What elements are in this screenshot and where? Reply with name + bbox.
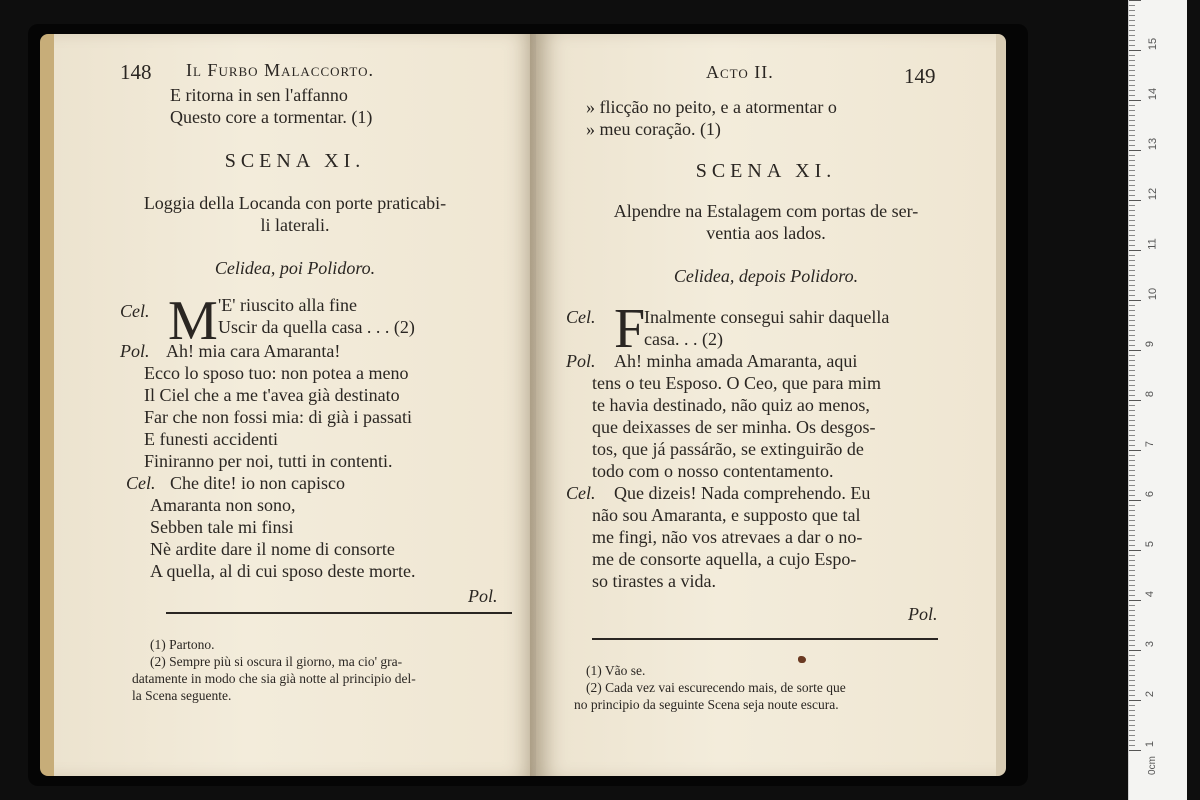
- ruler-label-10: 10: [1147, 287, 1160, 301]
- left-dialogue-3-line-4: Nè ardite dare il nome di consorte: [150, 539, 395, 559]
- ruler-minor-tick: [1129, 335, 1135, 336]
- ruler-label-1: 1: [1144, 740, 1157, 748]
- right-dialogue-3-line-1: Que dizeis! Nada comprehendo. Eu: [614, 483, 871, 503]
- ruler-minor-tick: [1129, 530, 1135, 531]
- ruler-minor-tick: [1129, 215, 1135, 216]
- ruler-minor-tick: [1129, 320, 1135, 321]
- ruler-label-4: 4: [1144, 590, 1157, 598]
- ruler-minor-tick: [1129, 460, 1135, 461]
- ruler-minor-tick: [1129, 305, 1135, 306]
- ruler-minor-tick: [1129, 470, 1135, 471]
- ruler-minor-tick: [1129, 185, 1135, 186]
- ruler-minor-tick: [1129, 190, 1135, 191]
- measuring-ruler: [1128, 0, 1187, 800]
- ruler-minor-tick: [1129, 590, 1135, 591]
- left-dialogue-3-line-2: Amaranta non sono,: [150, 495, 296, 515]
- ruler-minor-tick: [1129, 225, 1135, 226]
- ruler-minor-tick: [1129, 380, 1135, 381]
- ruler-minor-tick: [1129, 740, 1135, 741]
- ruler-minor-tick: [1129, 20, 1135, 21]
- ruler-minor-tick: [1129, 30, 1135, 31]
- ruler-major-tick: [1129, 750, 1141, 751]
- left-characters: Celidea, poi Polidoro.: [214, 258, 376, 278]
- ruler-minor-tick: [1129, 55, 1135, 56]
- ruler-major-tick: [1129, 500, 1141, 501]
- ruler-minor-tick: [1129, 660, 1135, 661]
- left-catchword: Pol.: [468, 586, 498, 606]
- ruler-minor-tick: [1129, 675, 1135, 676]
- right-setting: [536, 200, 996, 244]
- ruler-major-tick: [1129, 300, 1141, 301]
- left-dialogue-2-line-6: Finiranno per noi, tutti in contenti.: [144, 451, 393, 471]
- ruler-minor-tick: [1129, 45, 1135, 46]
- ruler-minor-tick: [1129, 10, 1135, 11]
- ruler-minor-tick: [1129, 95, 1135, 96]
- left-dialogue-3-line-3: Sebben tale mi finsi: [150, 517, 294, 537]
- left-footnote-rule: [166, 612, 512, 614]
- ruler-major-tick: [1129, 550, 1141, 551]
- ruler-minor-tick: [1129, 725, 1135, 726]
- ruler-minor-tick: [1129, 595, 1135, 596]
- ruler-minor-tick: [1129, 255, 1135, 256]
- ruler-label-7: 7: [1144, 440, 1157, 448]
- left-speaker-2: Pol.: [120, 341, 150, 361]
- ruler-minor-tick: [1129, 705, 1135, 706]
- ruler-minor-tick: [1129, 340, 1135, 341]
- ruler-minor-tick: [1129, 315, 1135, 316]
- ruler-minor-tick: [1129, 290, 1135, 291]
- right-setting-line-1: Alpendre na Estalagem com portas de ser-: [613, 201, 919, 221]
- ruler-minor-tick: [1129, 670, 1135, 671]
- ruler-minor-tick: [1129, 90, 1135, 91]
- left-footnote-2: (2) Sempre più si oscura il giorno, ma cio' gra-: [150, 654, 403, 669]
- ruler-minor-tick: [1129, 560, 1135, 561]
- ruler-minor-tick: [1129, 580, 1135, 581]
- ruler-minor-tick: [1129, 620, 1135, 621]
- ruler-minor-tick: [1129, 735, 1135, 736]
- ruler-label-13: 13: [1147, 137, 1160, 151]
- ruler-minor-tick: [1129, 220, 1135, 221]
- left-setting-line-1: Loggia della Locanda con porte praticabi-: [143, 193, 447, 213]
- left-dialogue-2-line-1: Ah! mia cara Amaranta!: [166, 341, 341, 361]
- ruler-label-9: 9: [1144, 340, 1157, 348]
- ruler-minor-tick: [1129, 635, 1135, 636]
- ruler-minor-tick: [1129, 425, 1135, 426]
- ruler-minor-tick: [1129, 395, 1135, 396]
- ruler-minor-tick: [1129, 295, 1135, 296]
- ruler-minor-tick: [1129, 420, 1135, 421]
- ruler-label-3: 3: [1144, 640, 1157, 648]
- ruler-label-8: 8: [1144, 390, 1157, 398]
- ruler-minor-tick: [1129, 410, 1135, 411]
- ruler-label-12: 12: [1147, 187, 1160, 201]
- ruler-minor-tick: [1129, 475, 1135, 476]
- ruler-minor-tick: [1129, 510, 1135, 511]
- ruler-minor-tick: [1129, 570, 1135, 571]
- ruler-minor-tick: [1129, 210, 1135, 211]
- right-dialogue-2-line-5: tos, que já passárão, se extinguirão de: [592, 439, 864, 459]
- ruler-minor-tick: [1129, 515, 1135, 516]
- ruler-label-6: 6: [1144, 490, 1157, 498]
- ruler-minor-tick: [1129, 130, 1135, 131]
- ruler-minor-tick: [1129, 720, 1135, 721]
- ruler-major-tick: [1129, 600, 1141, 601]
- left-dialogue-2-line-5: E funesti accidenti: [144, 429, 278, 449]
- left-page-number: 148: [120, 60, 152, 84]
- right-dialogue-2-line-6: todo com o nosso contentamento.: [592, 461, 834, 481]
- ruler-minor-tick: [1129, 360, 1135, 361]
- ruler-minor-tick: [1129, 115, 1135, 116]
- left-page: [40, 34, 536, 776]
- ruler-minor-tick: [1129, 330, 1135, 331]
- right-speaker-1: Cel.: [566, 307, 596, 327]
- ruler-minor-tick: [1129, 235, 1135, 236]
- left-dialogue-2-line-2: Ecco lo sposo tuo: non potea a meno: [144, 363, 409, 383]
- right-catchword: Pol.: [908, 604, 938, 624]
- ruler-minor-tick: [1129, 370, 1135, 371]
- ruler-major-tick: [1129, 450, 1141, 451]
- ruler-major-tick: [1129, 100, 1141, 101]
- ruler-minor-tick: [1129, 260, 1135, 261]
- ruler-minor-tick: [1129, 545, 1135, 546]
- left-scene-title: SCENA XI.: [224, 150, 366, 172]
- left-speaker-3: Cel.: [126, 473, 156, 493]
- ruler-minor-tick: [1129, 170, 1135, 171]
- ruler-minor-tick: [1129, 70, 1135, 71]
- left-speaker-1: Cel.: [120, 301, 150, 321]
- ruler-minor-tick: [1129, 60, 1135, 61]
- ruler-minor-tick: [1129, 405, 1135, 406]
- ruler-major-tick: [1129, 650, 1141, 651]
- ruler-minor-tick: [1129, 25, 1135, 26]
- right-footnote-1: (1) Vão se.: [586, 663, 646, 678]
- ruler-major-tick: [1129, 350, 1141, 351]
- ruler-minor-tick: [1129, 390, 1135, 391]
- ruler-minor-tick: [1129, 85, 1135, 86]
- ruler-minor-tick: [1129, 15, 1135, 16]
- right-speaker-2: Pol.: [566, 351, 596, 371]
- right-dialogue-2-line-4: que deixasses de ser minha. Os desgos-: [592, 417, 876, 437]
- ruler-minor-tick: [1129, 140, 1135, 141]
- right-running-head: Acto II.: [706, 62, 774, 82]
- ruler-minor-tick: [1129, 345, 1135, 346]
- right-scene-title: SCENA XI.: [695, 160, 837, 182]
- right-footnote-3: no principio da seguinte Scena seja noute escura.: [574, 697, 839, 712]
- ruler-minor-tick: [1129, 485, 1135, 486]
- left-dialogue-2-line-4: Far che non fossi mia: di già i passati: [144, 407, 412, 427]
- ruler-minor-tick: [1129, 355, 1135, 356]
- ruler-minor-tick: [1129, 565, 1135, 566]
- ruler-minor-tick: [1129, 680, 1135, 681]
- ruler-minor-tick: [1129, 145, 1135, 146]
- ruler-minor-tick: [1129, 125, 1135, 126]
- ruler-minor-tick: [1129, 80, 1135, 81]
- ruler-minor-tick: [1129, 745, 1135, 746]
- ruler-minor-tick: [1129, 505, 1135, 506]
- left-footnote-1: (1) Partono.: [150, 637, 215, 652]
- ruler-minor-tick: [1129, 180, 1135, 181]
- ruler-minor-tick: [1129, 160, 1135, 161]
- ruler-minor-tick: [1129, 585, 1135, 586]
- ruler-minor-tick: [1129, 75, 1135, 76]
- ruler-minor-tick: [1129, 445, 1135, 446]
- ruler-major-tick: [1129, 50, 1141, 51]
- ruler-minor-tick: [1129, 625, 1135, 626]
- ruler-major-tick: [1129, 0, 1141, 1]
- ruler-minor-tick: [1129, 440, 1135, 441]
- ruler-major-tick: [1129, 400, 1141, 401]
- ruler-minor-tick: [1129, 525, 1135, 526]
- ruler-unit-label: 0cm: [1146, 756, 1158, 775]
- left-dialogue-1-line-2: Uscir da quella casa . . . (2): [218, 317, 415, 337]
- ruler-major-tick: [1129, 700, 1141, 701]
- ruler-minor-tick: [1129, 695, 1135, 696]
- right-setting-line-2: ventia aos lados.: [706, 223, 826, 243]
- ruler-minor-tick: [1129, 435, 1135, 436]
- ruler-label-11: 11: [1146, 238, 1159, 250]
- left-dropcap: M: [168, 290, 218, 352]
- ruler-minor-tick: [1129, 175, 1135, 176]
- ruler-minor-tick: [1129, 480, 1135, 481]
- ruler-minor-tick: [1129, 490, 1135, 491]
- ruler-minor-tick: [1129, 495, 1135, 496]
- ruler-minor-tick: [1129, 270, 1135, 271]
- ruler-major-tick: [1129, 250, 1141, 251]
- left-dialogue-3-line-1: Che dite! io non capisco: [170, 473, 345, 493]
- right-dialogue-3-line-5: so tirastes a vida.: [592, 571, 716, 591]
- left-dialogue-1-line-1: 'E' riuscito alla fine: [218, 295, 357, 315]
- ruler-label-2: 2: [1144, 690, 1157, 698]
- ruler-minor-tick: [1129, 135, 1135, 136]
- ruler-minor-tick: [1129, 110, 1135, 111]
- ruler-minor-tick: [1129, 240, 1135, 241]
- ruler-minor-tick: [1129, 65, 1135, 66]
- ruler-label-15: 15: [1147, 37, 1160, 51]
- right-top-line-1: » flicção no peito, e a atormentar o: [586, 97, 837, 117]
- ruler-minor-tick: [1129, 5, 1135, 6]
- right-dialogue-1-line-1: Inalmente consegui sahir daquella: [644, 307, 890, 327]
- left-dialogue-3-line-5: A quella, al di cui sposo deste morte.: [150, 561, 416, 581]
- ruler-minor-tick: [1129, 575, 1135, 576]
- ruler-minor-tick: [1129, 685, 1135, 686]
- ruler-minor-tick: [1129, 520, 1135, 521]
- right-dialogue-3-line-4: me de consorte aquella, a cujo Espo-: [592, 549, 857, 569]
- left-footnote-3: datamente in modo che sia già notte al principio del-: [132, 671, 416, 686]
- ruler-major-tick: [1129, 150, 1141, 151]
- ruler-minor-tick: [1129, 245, 1135, 246]
- ruler-minor-tick: [1129, 325, 1135, 326]
- ruler-minor-tick: [1129, 730, 1135, 731]
- ruler-minor-tick: [1129, 230, 1135, 231]
- ruler-minor-tick: [1129, 275, 1135, 276]
- ruler-minor-tick: [1129, 665, 1135, 666]
- left-top-line-2: Questo core a tormentar. (1): [170, 107, 373, 127]
- right-top-line-2: » meu coração. (1): [586, 119, 721, 139]
- ruler-label-5: 5: [1144, 540, 1157, 548]
- ruler-minor-tick: [1129, 710, 1135, 711]
- ruler-minor-tick: [1129, 105, 1135, 106]
- ruler-minor-tick: [1129, 195, 1135, 196]
- right-dialogue-2-line-1: Ah! minha amada Amaranta, aqui: [614, 351, 858, 371]
- ruler-minor-tick: [1129, 615, 1135, 616]
- left-running-head: Il Furbo Malaccorto.: [186, 60, 375, 80]
- ruler-minor-tick: [1129, 385, 1135, 386]
- ruler-minor-tick: [1129, 205, 1135, 206]
- left-setting: [54, 192, 536, 236]
- right-footnote-rule: [592, 638, 938, 640]
- ruler-major-tick: [1129, 200, 1141, 201]
- ruler-minor-tick: [1129, 535, 1135, 536]
- ruler-minor-tick: [1129, 310, 1135, 311]
- ruler-minor-tick: [1129, 655, 1135, 656]
- ruler-minor-tick: [1129, 35, 1135, 36]
- ruler-minor-tick: [1129, 120, 1135, 121]
- ruler-minor-tick: [1129, 715, 1135, 716]
- ruler-minor-tick: [1129, 645, 1135, 646]
- ruler-minor-tick: [1129, 365, 1135, 366]
- ink-stain: [798, 656, 806, 663]
- ruler-minor-tick: [1129, 465, 1135, 466]
- ruler-minor-tick: [1129, 430, 1135, 431]
- ruler-minor-tick: [1129, 40, 1135, 41]
- left-setting-line-2: li laterali.: [260, 215, 330, 235]
- right-dropcap: F: [614, 298, 646, 360]
- ruler-minor-tick: [1129, 605, 1135, 606]
- ruler-minor-tick: [1129, 165, 1135, 166]
- ruler-minor-tick: [1129, 155, 1135, 156]
- ruler-label-14: 14: [1147, 87, 1160, 101]
- ruler-minor-tick: [1129, 640, 1135, 641]
- ruler-minor-tick: [1129, 610, 1135, 611]
- ruler-minor-tick: [1129, 455, 1135, 456]
- ruler-minor-tick: [1129, 375, 1135, 376]
- ruler-minor-tick: [1129, 285, 1135, 286]
- right-characters: Celidea, depois Polidoro.: [673, 266, 859, 286]
- ruler-minor-tick: [1129, 555, 1135, 556]
- right-dialogue-3-line-3: me fingi, não vos atrevaes a dar o no-: [592, 527, 863, 547]
- left-footnote-4: la Scena seguente.: [132, 688, 232, 703]
- right-footnote-2: (2) Cada vez vai escurecendo mais, de sorte que: [586, 680, 846, 695]
- ruler-minor-tick: [1129, 265, 1135, 266]
- right-page-number: 149: [904, 64, 936, 88]
- right-dialogue-3-line-2: não sou Amaranta, e supposto que tal: [592, 505, 861, 525]
- ruler-minor-tick: [1129, 415, 1135, 416]
- right-page: [536, 34, 1006, 776]
- ruler-minor-tick: [1129, 280, 1135, 281]
- left-top-line-1: E ritorna in sen l'affanno: [170, 85, 348, 105]
- right-dialogue-1-line-2: casa. . . (2): [644, 329, 723, 349]
- ruler-minor-tick: [1129, 690, 1135, 691]
- right-speaker-3: Cel.: [566, 483, 596, 503]
- left-dialogue-2-line-3: Il Ciel che a me t'avea già destinato: [144, 385, 400, 405]
- ruler-minor-tick: [1129, 630, 1135, 631]
- right-dialogue-2-line-2: tens o teu Esposo. O Ceo, que para mim: [592, 373, 881, 393]
- right-dialogue-2-line-3: te havia destinado, não quiz ao menos,: [592, 395, 870, 415]
- ruler-minor-tick: [1129, 540, 1135, 541]
